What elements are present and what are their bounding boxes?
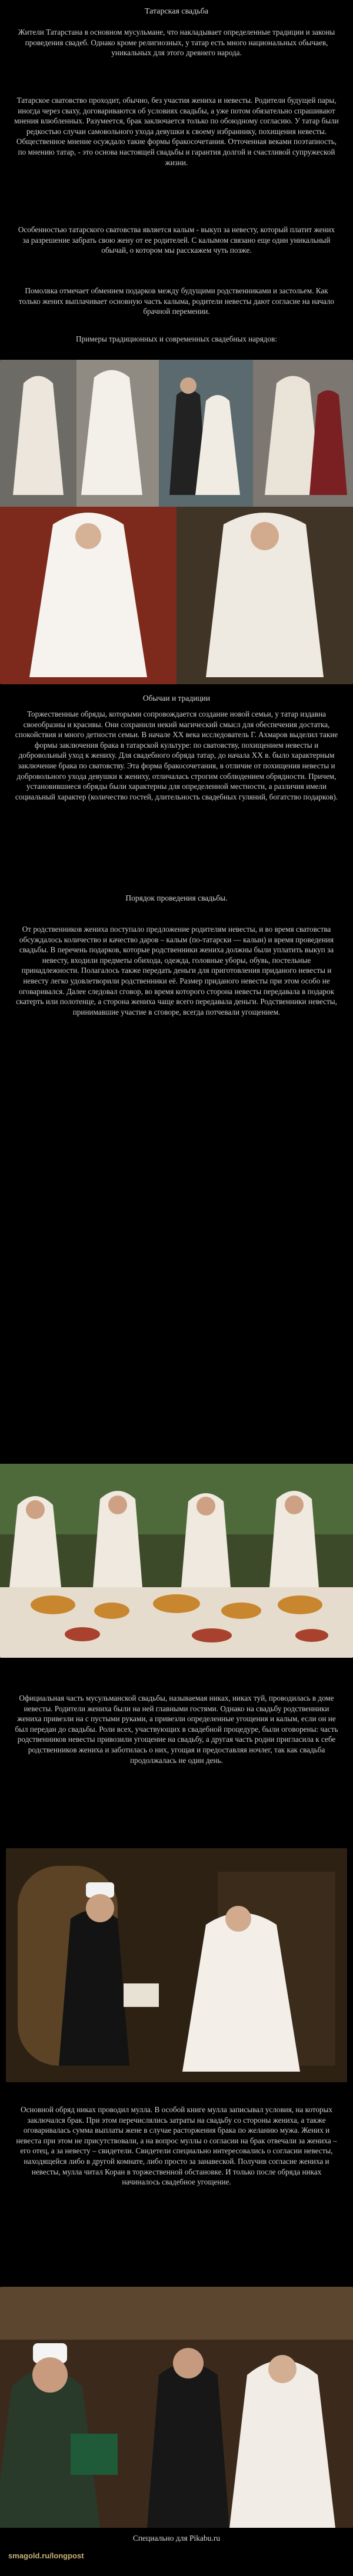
heading-customs: Обычаи и традиции [142,694,211,702]
women-table-image [0,1464,353,1658]
wedding-dress-collage [0,360,353,684]
paragraph-procedure: От родственников жениха поступало предложение родителям невесты, и во время сватовства обсуждалось количество и качество даров – калым (по-татарски — калын) и время проведения свадьбы. В перечень подарков, которые родственники жениха должны были уплатить выкуп за невесту, входили предметы обихода, одежда, головные уборы, обувь, постельные принадлежности. Полагалось также передать деньги для приготовления приданого невесты и невесту легко удовлетворили родственники её. Размер приданого невесты при этом особо не оговаривался. Далее следовал сговор, во время которого сторона невесты передавала в подарок скатерть или полотенце, а сторона жениха чаще всего передавала деньги. Родственники невесты, принимавшие участие в сговоре, всегда потчевали угощением. [16,925,337,1016]
mullah-reading-image [0,2287,353,2528]
imam-couple-photo [6,1848,347,2082]
mullah-reading-photo [0,2287,353,2528]
heading-order: Порядок проведения свадьбы. [125,894,228,902]
paragraph-mullah: Основной обряд никах проводил мулла. В особой книге мулла записывал условия, на которых заключался брак. При этом перечислялись затраты на свадьбу со стороны жениха, а также оговаривалась сумма выплаты жене в случае расторжения брака по желанию мужа. Жених и невеста при этом не присутствовали, а на вопрос муллы о согласии на брак отвечали за жениха – его отец, а за невесту – свидетели. Свидетели специально интересовались о согласии невесты, находящейся либо в другой комнате, либо просто за занавеской. Получив согласие жениха и невесты, мулла читал Коран в торжественной обстановке. И только после обряда никах начиналось свадебное угощение. [16,2105,337,2187]
post-title: Татарская свадьба [144,7,209,16]
paragraph-engagement: Помолвка отмечает обмением подарков между будущими родственниками и застольем. Как только жених выплачивает основную часть калыма, родители невесты дают согласие на начало брачной перемении. [18,286,335,316]
collage-image [0,360,353,684]
paragraph-examples: Примеры традиционных и современных свадебных нарядов: [76,334,277,343]
paragraph-matchmaking: Татарское сватовство проходит, обычно, без участия жениха и невесты. Родители будущей пары, иногда через сваху, договариваются об условиях свадьбы, а уже потом обязательно спрашивают мнения влюбленных. Разумеется, брак заключается только по обоюдному согласию. У татар были редкостью случаи самовольного ухода девушки к своему избраннику, похищения невесты. Общественное мнение осуждало такие формы бракосочетания. Отточенная веками поэтапность, по мнению татар, - это основа настоящей свадьбы и гарантия долгой и счастливой супружеской жизни. [14,96,339,167]
paragraph-nikah: Официальная часть мусульманской свадьбы, называемая никах, никах туй, проводилась в доме невесты. Родители жениха были на ней главными гостями. Однако на свадьбу родственники жениха привезли на с пустыми руками, а привезли определенные угощения и калым, если он не был передан до свадьбы. Роли всех, участвующих в свадебной процедуре, были оговорены: часть родственников невесты привозили угощение на свадьбу, а другая часть родни пригласила к себе родственников жениха и заботилась о них, угощая и предоставляя ночлег, так как свадьба продолжалась не один день. [15,1694,338,1765]
footer-site-link[interactable]: smagold.ru/longpost [8,2551,84,2560]
paragraph-kalym: Особенностью татарского сватовства является калым - выкуп за невесту, который платит жених за разрешение забрать свою жену от ее родителей. С калымом связано еще один уникальный обычай, о котором мы расскажем чуть позже. [18,225,335,255]
footer-credit: Специально для Pikabu.ru [132,2534,221,2542]
women-table-photo [0,1464,353,1658]
paragraph-intro: Жители Татарстана в основном мусульмане, что накладывает определенные традиции и законы проведения свадеб. Однако кроме религиозных, у татар есть много национальных обычаев, уникальных для этого древнего народа. [18,28,335,58]
paragraph-rites: Торжественные обряды, которыми сопровождается создание новой семьи, у татар издавна своеобразны и красивы. Они сохранили некий магический смысл для обеспечения достатка, спокойствия и много детности семьи. В начале XX века исследователь Г. Ахмаров выделил такие формы заключения брака в татарской культуре: по сватовству, похищением невесты и добровольный уход к жениху. Для свадебного обряда татар, до начала XX в. было характерным заключение брака по сватовству. Эта форма бракосочетания, в отличие от похищения невесты и добровольного ухода девушки к жениху, отличалась строгим соблюдением обрядности. Причем, установившиеся обряды были характерны для определенной местности, а различия имели социальный характер (количество гостей, длительность свадебных гуляний, богатство подарков). [15,710,338,801]
imam-couple-image [6,1848,347,2082]
